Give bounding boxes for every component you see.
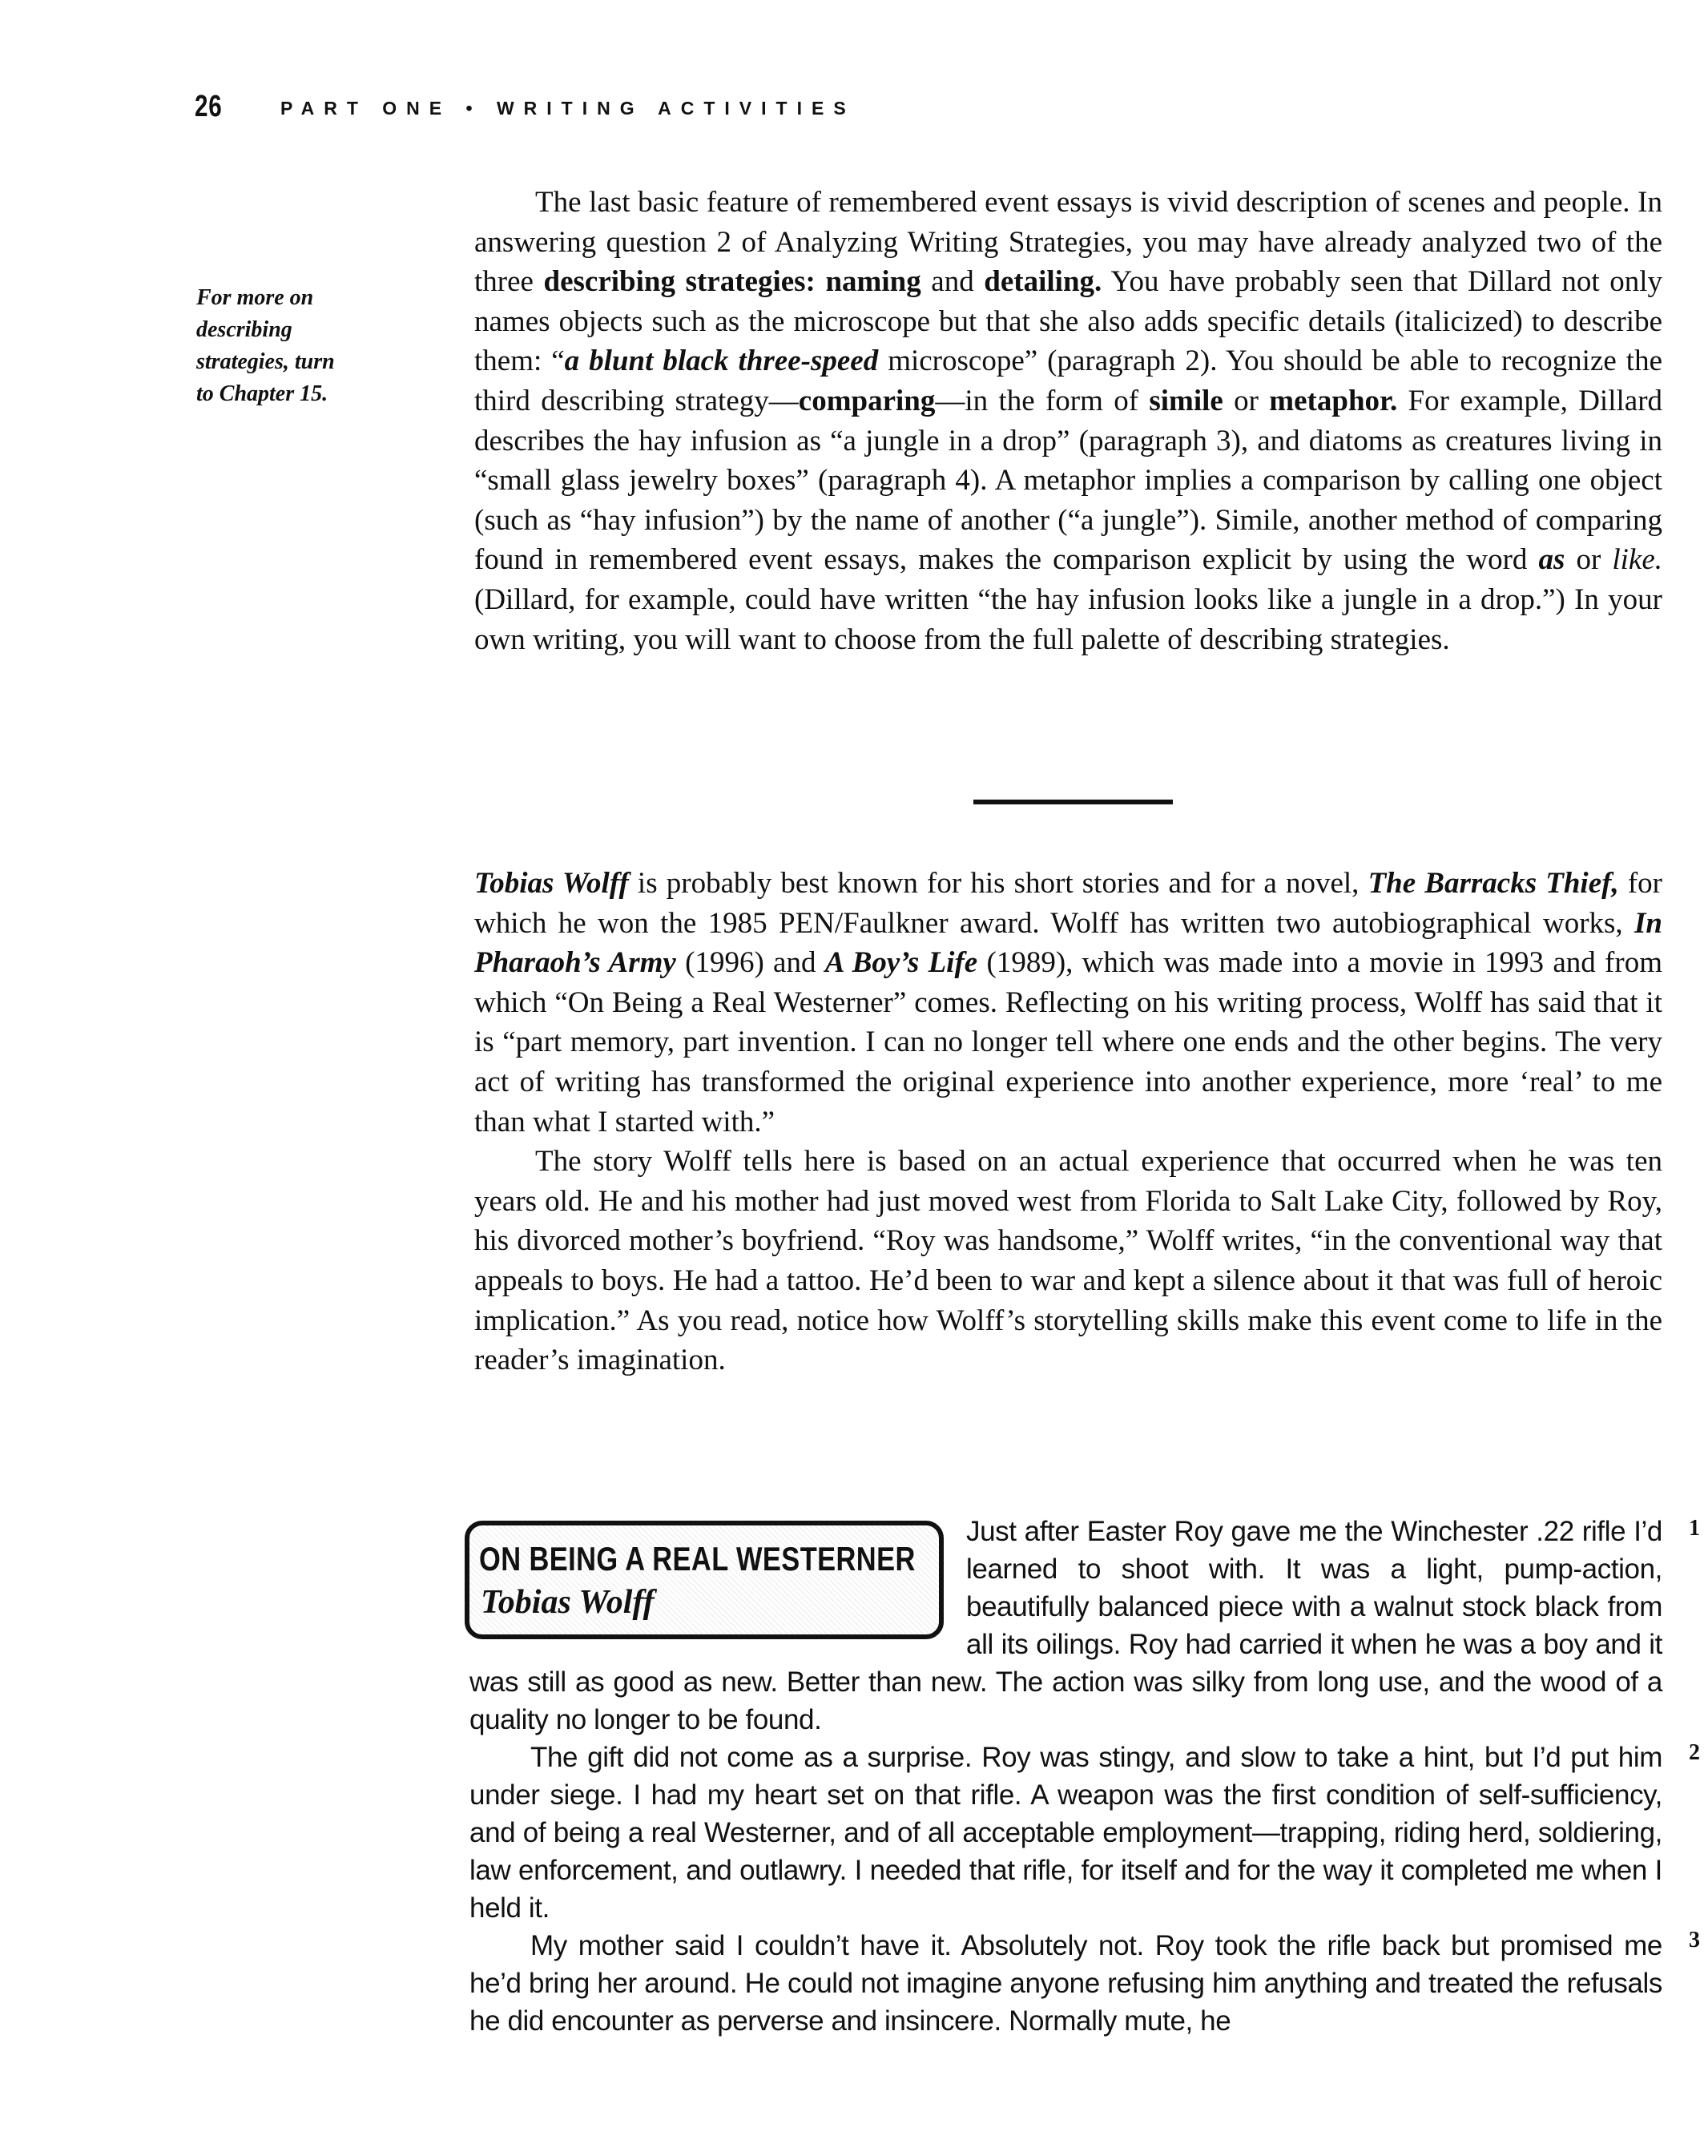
author-name: Tobias Wolff xyxy=(474,867,629,900)
text-run: or xyxy=(1223,384,1270,417)
book-title: The Barracks Thief, xyxy=(1368,867,1619,900)
book-title: In Pharaoh’s Army xyxy=(474,906,1662,980)
author-introduction xyxy=(474,864,1662,1380)
text-run: is probably best known for his short stories and for a novel, xyxy=(628,867,1368,900)
text-run: for which he won the 1985 PEN/Faulkner award. Wolff has written two autobiographical works, xyxy=(474,867,1663,940)
body-paragraph xyxy=(474,183,1662,659)
margin-note-line: to Chapter 15. xyxy=(196,381,328,406)
margin-note-line: For more on xyxy=(196,285,314,310)
describing-strategies-section xyxy=(474,183,1662,659)
text-run: —in the form of xyxy=(935,384,1150,417)
text-run: (Dillard, for example, could have written “the hay infusion looks like a jungle in a drop.”) In your own writing, you will want to choose from the full palette of describing strategies. xyxy=(474,582,1662,656)
text-run: You have probably seen that Dillard not only names objects such as the microscope but that she also adds specific details (italicized) to describe them: “ xyxy=(474,265,1662,378)
term-comparing: comparing xyxy=(798,384,936,417)
reading-title: ON BEING A REAL WESTERNER xyxy=(479,1540,916,1578)
text-run: (1989), which was made into a movie in 1993 and from which “On Being a Real Westerner” comes. Reflecting on his writing process, Wolff has said that it is “part memory, part invention. I can no longer tell where one ends and the other begins. The very act of writing has transformed the original experience into another experience, more ‘real’ to me than what I started with.” xyxy=(474,946,1662,1138)
text-run: and xyxy=(920,265,985,299)
section-divider xyxy=(973,800,1173,804)
italic-word-like: like. xyxy=(1612,543,1662,577)
story-paragraph: My mother said I couldn’t have it. Absolutely not. Roy took the rifle back but promised me he’d bring her around. He could not imagine anyone refusing him anything and treated the refusals he did encounter as perverse and insincere. Normally mute, he xyxy=(469,1930,1662,2037)
margin-note-line: strategies, turn xyxy=(196,349,335,374)
term-naming: naming xyxy=(825,265,921,299)
margin-note xyxy=(196,282,389,410)
story-paragraph: The gift did not come as a surprise. Roy was stingy, and slow to take a hint, but I’d put him under siege. I had my heart set on that rifle. A weapon was the first condition of self-sufficiency, and of being a real Westerner, and of all acceptable employment—trapping, riding herd, soldiering, law enforcement, and outlawry. I needed that rifle, for itself and for the way it completed me when I held it. xyxy=(469,1742,1662,1924)
term-detailing: detailing. xyxy=(984,265,1102,299)
margin-note-line: describing xyxy=(196,317,292,342)
term-metaphor: metaphor. xyxy=(1269,384,1398,417)
body-paragraph xyxy=(474,864,1662,1142)
text-run xyxy=(816,265,826,298)
text-run: (1996) and xyxy=(675,946,825,980)
paragraph-number: 3 xyxy=(1689,1928,1700,1952)
reading-text xyxy=(469,1513,1662,2040)
text-run: The last basic feature of remembered event essays is vivid description of scenes and people. In answering question 2 of Analyzing Writing Strategies, you may have already analyzed two of the three xyxy=(474,186,1662,299)
text-run: For example, Dillard describes the hay infusion as “a jungle in a drop” (paragraph 3), and diatoms as creatures living in “small glass jewelry boxes” (paragraph 4). A metaphor implies a comparison by calling one object (such as “hay infusion”) by the name of another (“a jungle”). Simile, another method of comparing found in remembered event essays, makes the comparison explicit by using the word xyxy=(474,384,1663,577)
body-paragraph: The story Wolff tells here is based on an actual experience that occurred when he was ten years old. He and his mother had just moved west from Florida to Salt Lake City, followed by Roy, his divorced mother’s boyfriend. “Roy was handsome,” Wolff writes, “in the conventional way that appeals to boys. He had a tattoo. He’d been to war and kept a silence about it that was full of heroic implication.” As you read, notice how Wolff’s storytelling skills make this event come to life in the reader’s imagination. xyxy=(474,1145,1662,1377)
page-number: 26 xyxy=(195,90,223,123)
italic-word-as: as xyxy=(1538,543,1565,577)
story-paragraph: Just after Easter Roy gave me the Winchester .22 rifle I’d learned to shoot with. It was a light, pump-action, beautifully balanced piece with a walnut stock black from all its oilings. Roy had carried it when he was a boy and it was still as good as new. Better than new. The action was silky from long use, and the wood of a quality no longer to be found. xyxy=(469,1516,1662,1735)
text-run: microscope” (paragraph 2). You should be able to recognize the third describing strategy— xyxy=(474,345,1662,417)
paragraph-number: 2 xyxy=(1689,1740,1700,1765)
text-run: or xyxy=(1565,543,1613,577)
book-title: A Boy’s Life xyxy=(824,946,978,980)
title-box-spacer xyxy=(469,1513,966,1661)
running-head: PART ONE • WRITING ACTIVITIES xyxy=(280,98,856,119)
paragraph-number: 1 xyxy=(1689,1516,1700,1541)
term-simile: simile xyxy=(1149,384,1223,417)
reading-author: Tobias Wolff xyxy=(481,1584,655,1621)
italic-quote: a blunt black three-speed xyxy=(564,345,879,378)
term-describing-strategies: describing strategies: xyxy=(543,265,816,299)
